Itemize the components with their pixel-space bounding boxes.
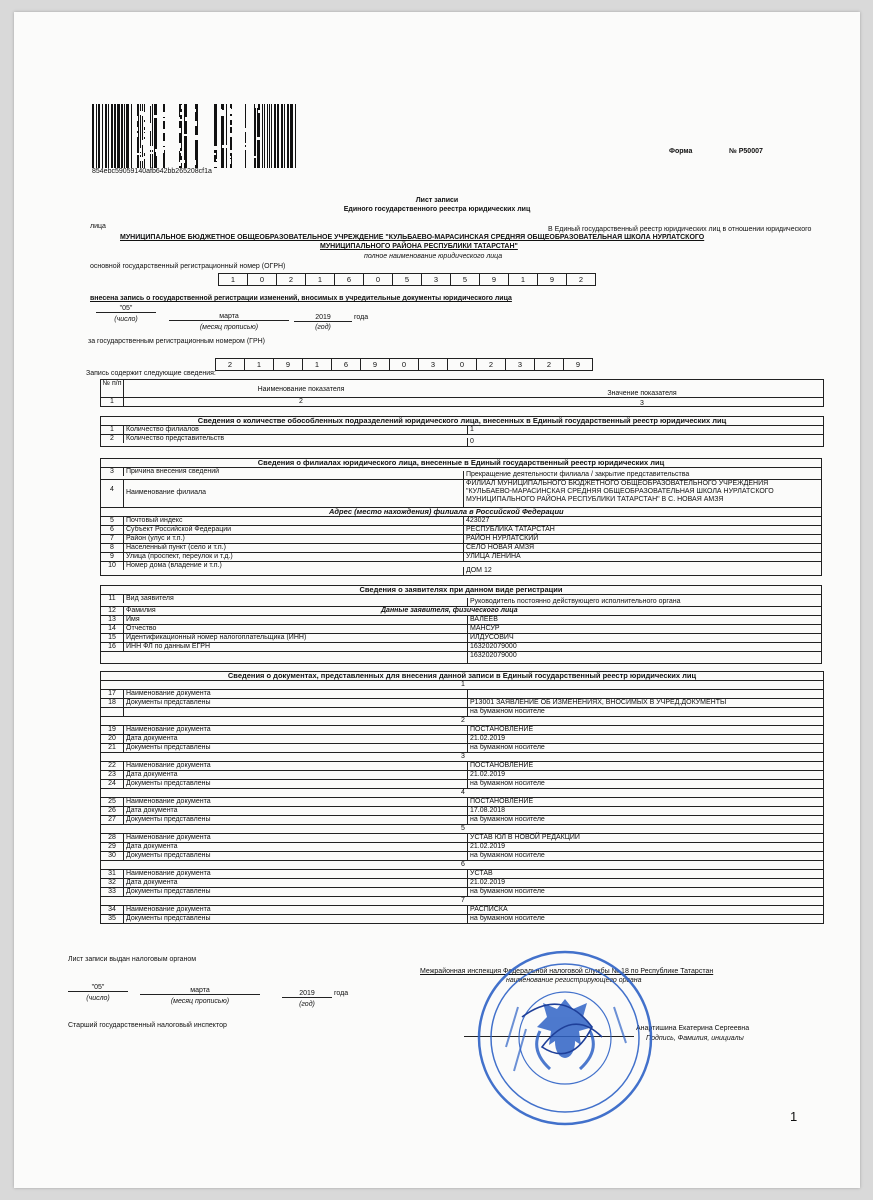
form-number: № P50007	[729, 148, 763, 155]
caption-day: (число)	[114, 316, 138, 323]
table-row: 22 Наименование документа ПОСТАНОВЛЕНИЕ	[101, 762, 823, 771]
grn-digit: 9	[274, 358, 303, 371]
footer-cap-month: (месяц прописью)	[170, 998, 230, 1005]
org-caption: полное наименование юридического лица	[364, 253, 503, 260]
section-title: Сведения о документах, представленных для внесения данной записи в Единый государственный реестр юридических лиц	[101, 672, 823, 681]
grn-digit: 3	[419, 358, 448, 371]
document-index-row	[101, 717, 823, 726]
issued-label: Лист записи выдан налоговым органом	[68, 956, 197, 963]
grn-digit: 2	[477, 358, 506, 371]
ogrn-digit: 2	[277, 273, 306, 286]
footer-cap-year: (год)	[299, 1001, 315, 1008]
grn-label: за государственным регистрационным номером (ГРН)	[88, 338, 265, 345]
document-index: 1	[461, 681, 465, 688]
ogrn-digit: 3	[422, 273, 451, 286]
footer-day: "05"	[68, 984, 128, 992]
grn-digit: 0	[390, 358, 419, 371]
table-row: 4 Наименование филиала ФИЛИАЛ МУНИЦИПАЛЬНОГО БЮДЖЕТНОГО ОБЩЕОБРАЗОВАТЕЛЬНОГО УЧРЕЖДЕНИЯ "КУЛЬБАЕВО-МАРАСИНСКАЯ СРЕДНЯЯ ОБЩЕОБРАЗОВАТЕЛЬНАЯ ШКОЛА НУРЛАТСКОГО МУНИЦИПАЛЬНОГО РАЙОНА РЕСПУБЛИКИ ТАТАРСТАН" В С. НОВАЯ АМЗЯ	[101, 480, 821, 508]
ogrn-label: основной государственный регистрационный номер (ОГРН)	[90, 263, 286, 270]
table-row: 27 Документы представлены на бумажном носителе	[101, 816, 823, 825]
table-row: 20 Дата документа 21.02.2019	[101, 735, 823, 744]
table-row: 26 Дата документа 17.08.2018	[101, 807, 823, 816]
col-1: 1	[101, 398, 124, 406]
authority-caption: наименование регистрирующего органа	[506, 977, 642, 984]
table-row: 3 Причина внесения сведений Прекращение деятельности филиала / закрытие представительства	[101, 468, 821, 480]
grn-digit: 3	[506, 358, 535, 371]
footer-year-suffix: года	[334, 990, 349, 997]
authority-name: Межрайонная инспекция Федеральной налоговой службы № 18 по Республике Татарстан	[420, 968, 714, 975]
section-applicants	[100, 585, 822, 664]
table-row: 9 Улица (проспект, переулок и т.д.) УЛИЦА ЛЕНИНА	[101, 553, 821, 562]
document-index: 5	[461, 825, 465, 832]
document-index-row	[101, 861, 823, 870]
date-year-suffix: года	[354, 314, 369, 321]
title-line2: Единого государственного реестра юридических лиц	[343, 206, 531, 213]
barcode-image	[92, 104, 296, 168]
section-title: Сведения о заявителях при данном виде регистрации	[101, 586, 821, 595]
ogrn-digit: 9	[538, 273, 567, 286]
ogrn-digit: 1	[306, 273, 335, 286]
grn-digit: 1	[245, 358, 274, 371]
col-2: 2	[299, 398, 303, 405]
table-row: 17 Наименование документа	[101, 690, 823, 699]
table-row: 25 Наименование документа ПОСТАНОВЛЕНИЕ	[101, 798, 823, 807]
table-row: 33 Документы представлены на бумажном носителе	[101, 888, 823, 897]
table-row: 2 Количество представительств 0	[101, 435, 823, 447]
table-row: 7 Район (улус и т.п.) РАЙОН НУРЛАТСКИЙ	[101, 535, 821, 544]
date-year: 2019	[294, 314, 352, 322]
table-row: 31 Наименование документа УСТАВ	[101, 870, 823, 879]
subsection-title: Адрес (место нахождения) филиала в Российской Федерации	[101, 508, 821, 517]
grn-digit: 1	[303, 358, 332, 371]
table-row: 13 Имя ВАЛЕЕВ	[101, 616, 821, 625]
title-line1: Лист записи	[415, 197, 459, 204]
section-title: Сведения о филиалах юридического лица, внесенные в Единый государственный реестр юридических лиц	[101, 459, 821, 468]
head-num: № п/п	[101, 380, 124, 397]
section-subdivisions	[100, 416, 824, 447]
date-day: "05"	[96, 305, 156, 313]
grn-digits	[215, 358, 593, 371]
table-row: 11 Вид заявителя Руководитель постоянно действующего исполнительного органа	[101, 595, 821, 607]
table-row: 12 Фамилия Данные заявителя, физического лица	[101, 607, 821, 616]
ogrn-digit: 9	[480, 273, 509, 286]
footer-cap-day: (число)	[86, 995, 110, 1002]
grn-digit: 9	[361, 358, 390, 371]
table-row: 5 Почтовый индекс 423027	[101, 517, 821, 526]
table-row: 10 Номер дома (владение и т.п.) ДОМ 12	[101, 562, 821, 576]
barcode-text: 854ebc59059140afb642bb265208cf1a	[92, 168, 212, 175]
date-month: марта	[169, 313, 289, 321]
document-index: 3	[461, 753, 465, 760]
grn-digit: 9	[564, 358, 593, 371]
form-label: Форма	[669, 148, 693, 155]
col-3: 3	[640, 400, 644, 407]
org-name-line1: МУНИЦИПАЛЬНОЕ БЮДЖЕТНОЕ ОБЩЕОБРАЗОВАТЕЛЬНОЕ УЧРЕЖДЕНИЕ "КУЛЬБАЕВО-МАРАСИНСКАЯ СРЕДНЯЯ ОБЩЕОБРАЗОВАТЕЛЬНАЯ ШКОЛА НУРЛАТСКОГО	[120, 234, 705, 241]
grn-digit: 6	[332, 358, 361, 371]
table-row: 21 Документы представлены на бумажном носителе	[101, 744, 823, 753]
grn-digit: 2	[535, 358, 564, 371]
table-row: 19 Наименование документа ПОСТАНОВЛЕНИЕ	[101, 726, 823, 735]
ogrn-digits	[218, 273, 596, 286]
grn-digit: 0	[448, 358, 477, 371]
caption-month: (месяц прописью)	[199, 324, 259, 331]
table-row: 28 Наименование документа УСТАВ ЮЛ В НОВОЙ РЕДАКЦИИ	[101, 834, 823, 843]
document-index-row	[101, 825, 823, 834]
subsection-title: Данные заявителя, физического лица	[381, 607, 518, 614]
table-row: 6 Субъект Российской Федерации РЕСПУБЛИКА ТАТАРСТАН	[101, 526, 821, 535]
table-row: на бумажном носителе	[101, 708, 823, 717]
ogrn-digit: 5	[393, 273, 422, 286]
document-index-row	[101, 897, 823, 906]
table-row: 18 Документы представлены Р13001 ЗАЯВЛЕНИЕ ОБ ИЗМЕНЕНИЯХ, ВНОСИМЫХ В УЧРЕД.ДОКУМЕНТЫ	[101, 699, 823, 708]
ogrn-digit: 6	[335, 273, 364, 286]
entry-text: внесена запись о государственной регистрации изменений, вносимых в учредительные документы юридического лица	[90, 295, 512, 302]
section-title: Сведения о количестве обособленных подразделений юридического лица, внесенных в Единый государственный реестр юридических лиц	[101, 417, 823, 426]
contains-label: Запись содержит следующие сведения:	[86, 370, 216, 377]
table-row: 35 Документы представлены на бумажном носителе	[101, 915, 823, 924]
page-number: 1	[790, 1109, 798, 1124]
head-value: Значение показателя	[607, 390, 677, 397]
document-index-row	[101, 681, 823, 690]
section-branches	[100, 458, 822, 576]
table-row: 8 Населенный пункт (село и т.п.) СЕЛО НОВАЯ АМЗЯ	[101, 544, 821, 553]
org-name-line2: МУНИЦИПАЛЬНОГО РАЙОНА РЕСПУБЛИКИ ТАТАРСТАН"	[320, 243, 518, 250]
intro-left-text: лица	[90, 223, 106, 230]
document-index-row	[101, 753, 823, 762]
ogrn-digit: 0	[364, 273, 393, 286]
document-index: 4	[461, 789, 465, 796]
table-row: 15 Идентификационный номер налогоплательщика (ИНН) ИЛДУСОВИЧ	[101, 634, 821, 643]
table-row: 14 Отчество МАНСУР	[101, 625, 821, 634]
document-index: 7	[461, 897, 465, 904]
footer-month: марта	[140, 987, 260, 995]
ogrn-digit: 1	[509, 273, 538, 286]
table-row: 1 Количество филиалов 1	[101, 426, 823, 435]
intro-right-text: В Единый государственный реестр юридических лиц в отношении юридического	[548, 226, 812, 233]
table-row: 163202079000	[101, 652, 821, 664]
document-index: 2	[461, 717, 465, 724]
table-row: 23 Дата документа 21.02.2019	[101, 771, 823, 780]
table-row: 16 ИНН ФЛ по данным ЕГРН 163202079000	[101, 643, 821, 652]
section-documents	[100, 671, 824, 924]
grn-digit: 2	[215, 358, 245, 371]
footer-year: 2019	[282, 990, 332, 998]
table-row: 30 Документы представлены на бумажном носителе	[101, 852, 823, 861]
ogrn-digit: 2	[567, 273, 596, 286]
document-index: 6	[461, 861, 465, 868]
ogrn-digit: 1	[218, 273, 248, 286]
ogrn-digit: 5	[451, 273, 480, 286]
document-sheet	[14, 12, 860, 1188]
table-row: 32 Дата документа 21.02.2019	[101, 879, 823, 888]
head-name: Наименование показателя	[257, 386, 345, 393]
table-row: 24 Документы представлены на бумажном носителе	[101, 780, 823, 789]
table-row: 34 Наименование документа РАСПИСКА	[101, 906, 823, 915]
inspector-caption: Подпись, Фамилия, инициалы	[646, 1035, 744, 1042]
ogrn-digit: 0	[248, 273, 277, 286]
document-index-row	[101, 789, 823, 798]
tax-office-seal	[474, 947, 656, 1129]
caption-year: (год)	[315, 324, 331, 331]
table-row: 29 Дата документа 21.02.2019	[101, 843, 823, 852]
inspector-name: Анартишина Екатерина Сергеевна	[636, 1025, 750, 1032]
inspector-position: Старший государственный налоговый инспектор	[68, 1022, 227, 1029]
